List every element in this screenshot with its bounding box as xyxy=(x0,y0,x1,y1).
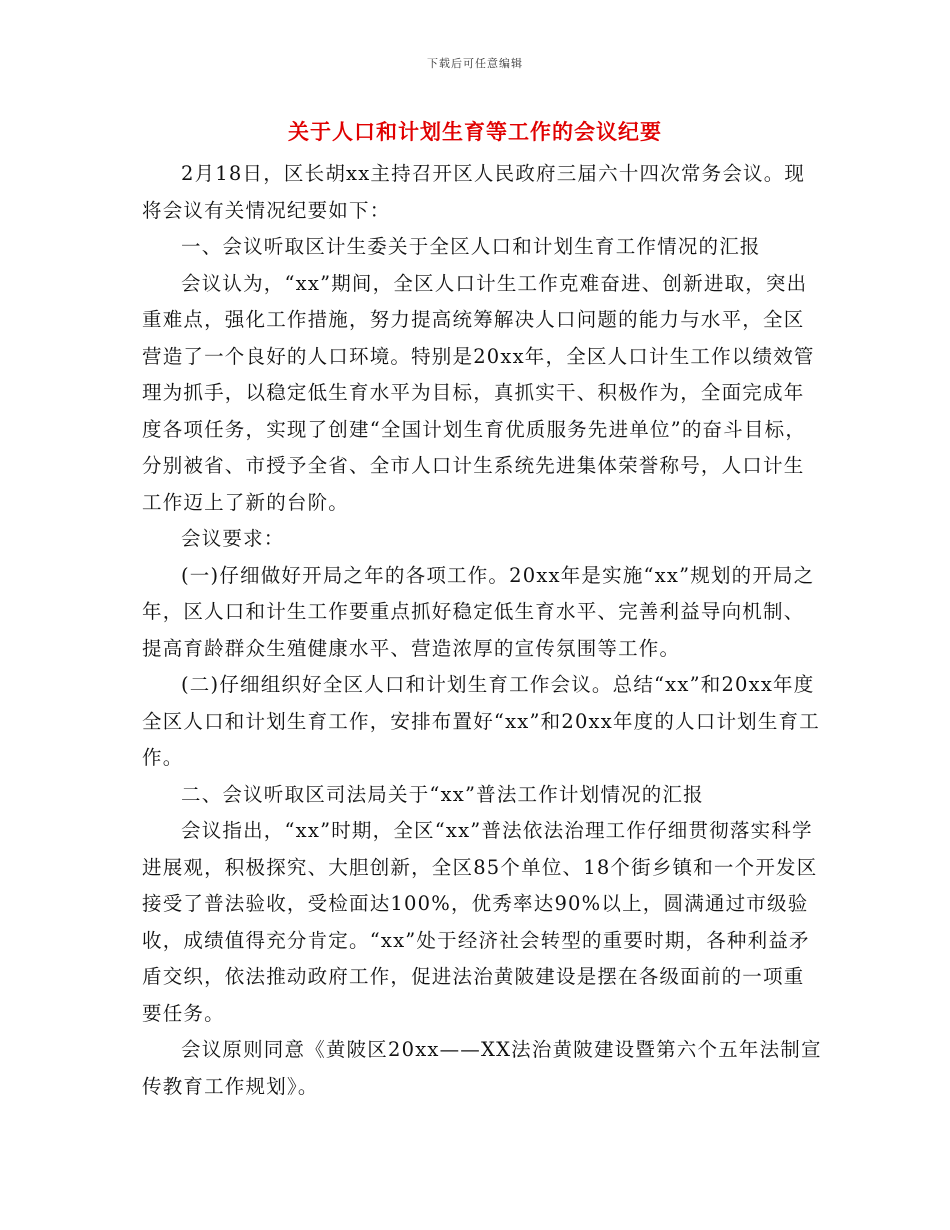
paragraph: 会议指出，“xx”时期，全区“xx”普法依法治理工作仔细贯彻落实科学进展观，积极探究、大胆创新，全区85个单位、18个街乡镇和一个开发区接受了普法验收，受检面达100%，优秀率达90%以上，圆满通过市级验收，成绩值得充分肯定。“xx”处于经济社会转型的重要时期，各种利益矛盾交织，依法推动政府工作，促进法治黄陂建设是摆在各级面前的一项重要任务。 xyxy=(142,819,818,1025)
paragraph: 会议要求： xyxy=(181,527,285,550)
paragraph: 会议认为，“xx”期间，全区人口计生工作克难奋进、创新进取，突出重难点，强化工作措施，努力提高统筹解决人口问题的能力与水平，全区营造了一个良好的人口环境。特别是20xx年，全区人口计生工作以绩效管理为抓手，以稳定低生育水平为目标，真抓实干、积极作为，全面完成年度各项任务，实现了创建“全国计划生育优质服务先进单位”的奋斗目标，分别被省、市授予全省、全市人口计生系统先进集体荣誉称号，人口计生工作迈上了新的台阶。 xyxy=(142,271,815,514)
section-heading-2: 二、会议听取区司法局关于“xx”普法工作计划情况的汇报 xyxy=(181,782,704,806)
paragraph: (一)仔细做好开局之年的各项工作。20xx年是实施“xx”规划的开局之年，区人口和计生工作要重点抓好稳定低生育水平、完善利益导向机制、提高育龄群众生殖健康水平、营造浓厚的宣传氛围等工作。 xyxy=(142,563,815,660)
download-note: 下载后可任意编辑 xyxy=(427,57,523,70)
paragraph-intro: 2月18日，区长胡xx主持召开区人民政府三届六十四次常务会议。现将会议有关情况纪要如下： xyxy=(142,162,806,222)
section-heading-1: 一、会议听取区计生委关于全区人口和计划生育工作情况的汇报 xyxy=(181,235,761,258)
paragraph: 会议原则同意《黄陂区20xx——XX法治黄陂建设暨第六个五年法制宣传教育工作规划》。 xyxy=(142,1038,822,1098)
document-title: 关于人口和计划生育等工作的会议纪要 xyxy=(288,119,662,144)
paragraph: (二)仔细组织好全区人口和计划生育工作会议。总结“xx”和20xx年度全区人口和计划生育工作，安排布置好“xx”和20xx年度的人口计划生育工作。 xyxy=(142,673,820,769)
document-body xyxy=(142,156,822,1105)
